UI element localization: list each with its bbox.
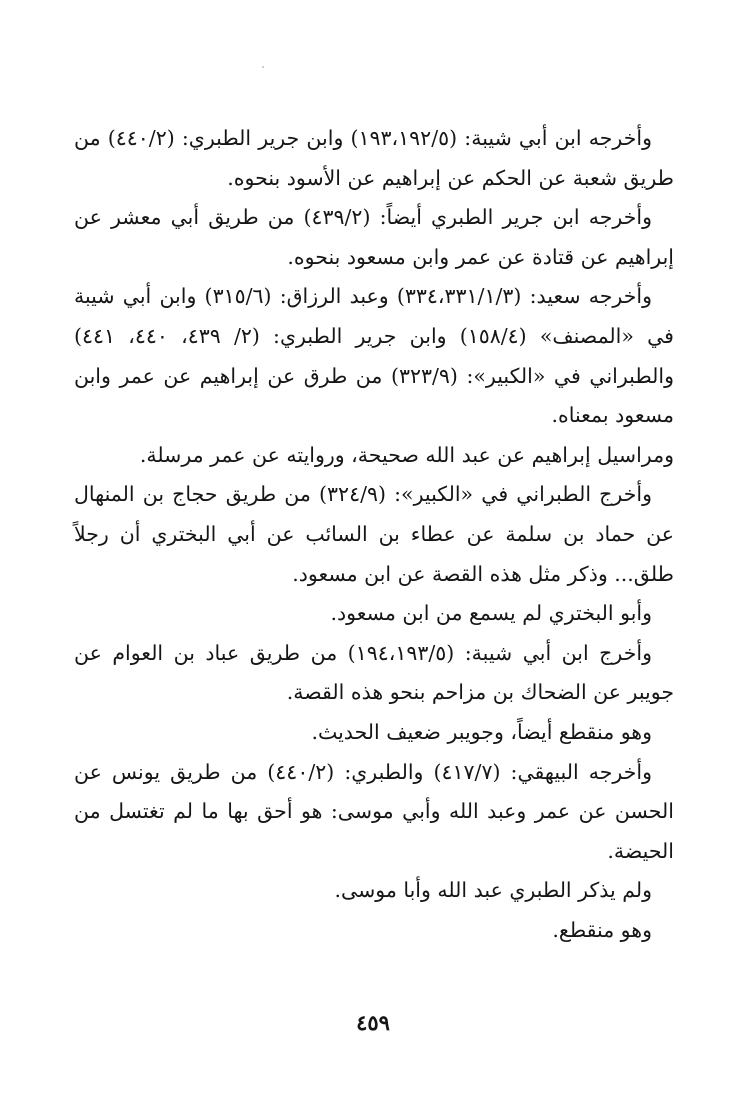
paragraph-1: وأخرجه ابن أبي شيبة: (١٩٣،١٩٢/٥) وابن جرير الطبري: (٤٤٠/٢) من طريق شعبة عن الحكم عن إبراهيم عن الأسود بنحوه.: [74, 126, 674, 190]
paragraph-2: وأخرجه ابن جرير الطبري أيضاً: (٤٣٩/٢) من طريق أبي معشر عن إبراهيم عن قتادة عن عمر وابن مسعود بنحوه.: [74, 205, 674, 269]
paragraph-8: وهو منقطع أيضاً، وجويبر ضعيف الحديث.: [311, 719, 652, 744]
page-body-text: [74, 119, 674, 950]
paragraph-4: ومراسيل إبراهيم عن عبد الله صحيحة، وروايته عن عمر مرسلة.: [139, 442, 674, 467]
page-number: ٤٥٩: [356, 1010, 390, 1035]
paragraph-11: وهو منقطع.: [552, 917, 652, 942]
paragraph-5: وأخرج الطبراني في «الكبير»: (٣٢٤/٩) من طريق حجاج بن المنهال عن حماد بن سلمة عن عطاء بن السائب عن أبي البختري أن رجلاً طلق... وذكر مثل هذه القصة عن ابن مسعود.: [74, 482, 674, 586]
paragraph-9: وأخرجه البيهقي: (٤١٧/٧) والطبري: (٤٤٠/٢) من طريق يونس عن الحسن عن عمر وعبد الله وأبي موسى: هو أحق بها ما لم تغتسل من الحيضة.: [74, 759, 674, 863]
paragraph-10: ولم يذكر الطبري عبد الله وأبا موسى.: [334, 878, 652, 903]
paragraph-3: وأخرجه سعيد: (٣٣٤،٣٣١/١/٣) وعبد الرزاق: (٣١٥/٦) وابن أبي شيبة في «المصنف» (١٥٨/٤) وابن جرير الطبري: (٢/ ٤٣٩، ٤٤٠، ٤٤١) والطبراني في «الكبير»: (٣٢٣/٩) من طرق عن إبراهيم عن عمر وابن مسعود بمعناه.: [74, 284, 674, 428]
scan-speck: [262, 66, 264, 68]
paragraph-7: وأخرج ابن أبي شيبة: (١٩٤،١٩٣/٥) من طريق عباد بن العوام عن جويبر عن الضحاك بن مزاحم بنحو هذه القصة.: [74, 640, 674, 705]
paragraph-6: وأبو البختري لم يسمع من ابن مسعود.: [330, 601, 652, 626]
